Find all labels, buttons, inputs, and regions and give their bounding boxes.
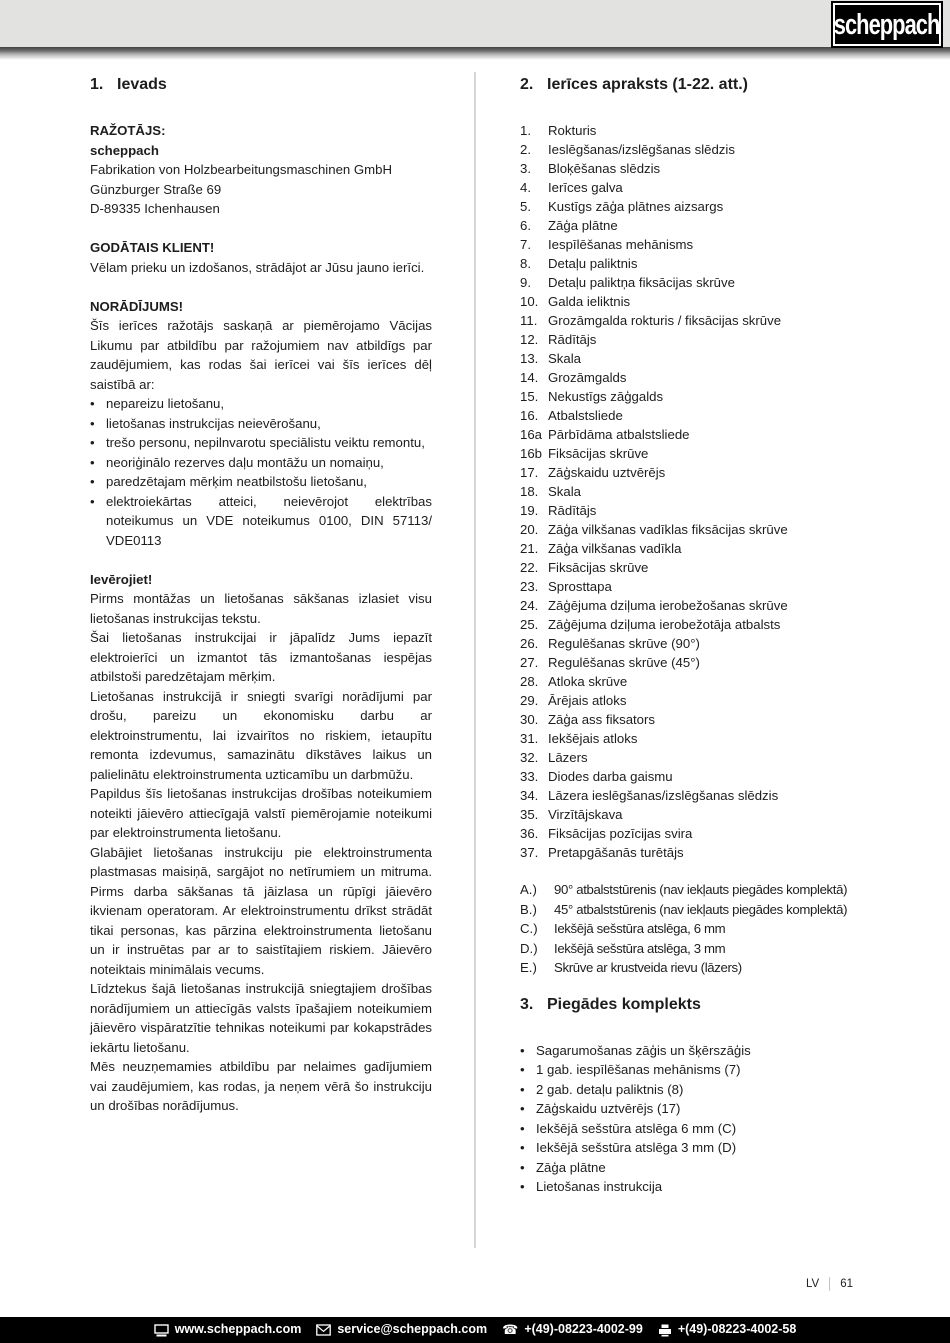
- device-part-item: [520, 140, 882, 159]
- section-2-heading: [520, 75, 882, 95]
- item-label: Zāģējuma dziļuma ierobežošanas skrūve: [548, 598, 788, 613]
- left-column: [90, 75, 432, 1116]
- item-label: Detaļu paliktņa fiksācijas skrūve: [548, 275, 735, 290]
- device-part-item: [520, 843, 882, 862]
- section-3-title: Piegādes komplekts: [547, 995, 701, 1013]
- device-part-item: [520, 539, 882, 558]
- observe-paragraph: Glabājiet lietošanas instrukciju pie elektroinstrumenta plastmasas maisiņā, sargājot no netīrumiem un mitruma. Pirms darba sākšanas tā jāizlasa un rūpīgi jāievēro ikvienam operatoram. Ar elektroinstrumentu drīkst strādāt tikai personas, kas pārzina elektroinstrumenta lietošanu un ir instruētas par ar to saistītajiem riskiem. Jāievēro noteiktais minimālais vecums.: [90, 844, 432, 977]
- item-label: Atloka skrūve: [548, 674, 628, 689]
- device-part-item: [520, 520, 882, 539]
- item-marker: B.): [520, 901, 537, 917]
- device-part-item: [520, 653, 882, 672]
- item-label: Grozāmgalda rokturis / fiksācijas skrūve: [548, 313, 782, 328]
- observe-paragraphs: [90, 589, 432, 1116]
- bullet-icon: [520, 1177, 536, 1197]
- bullet-icon: [90, 492, 106, 551]
- item-marker: E.): [520, 960, 537, 975]
- item-marker: 17.: [520, 465, 539, 480]
- item-label: Iekšējā sešstūra atslēga, 3 mm: [554, 940, 726, 956]
- item-label: Zāģa ass fiksators: [548, 712, 656, 727]
- item-marker: 3.: [520, 161, 531, 176]
- customer-block: [90, 238, 432, 277]
- envelope-icon: [316, 1324, 331, 1336]
- delivery-item: [520, 1099, 882, 1119]
- item-marker: 27.: [520, 655, 539, 670]
- item-marker: 4.: [520, 180, 531, 195]
- device-part-item: [520, 406, 882, 425]
- item-label: 45° atbalststūrenis (nav iekļauts piegādes komplektā): [554, 901, 848, 917]
- note-bullet-item: [90, 394, 432, 414]
- customer-heading: GODĀTAIS KLIENT!: [90, 240, 215, 255]
- item-label: Zāģskaidu uztvērējs: [548, 465, 666, 480]
- item-label: Lāzera ieslēgšanas/izslēgšanas slēdzis: [548, 788, 779, 803]
- item-marker: 35.: [520, 807, 539, 822]
- item-marker: 12.: [520, 332, 539, 347]
- page-marker-divider: [829, 1277, 830, 1291]
- item-label: Zāģa vilkšanas vadīkla: [548, 541, 682, 556]
- observe-paragraph: Pirms montāžas un lietošanas sākšanas izlasiet visu lietošanas instrukcijas tekstu.: [90, 591, 432, 626]
- item-marker: 8.: [520, 256, 531, 271]
- item-marker: 29.: [520, 693, 539, 708]
- page-marker: [806, 1277, 853, 1291]
- bullet-icon: [520, 1138, 536, 1158]
- item-label: Iekšējais atloks: [548, 731, 638, 746]
- item-marker: 37.: [520, 845, 539, 860]
- device-part-item: [520, 501, 882, 520]
- item-marker: 9.: [520, 275, 531, 290]
- observe-paragraph: Papildus šīs lietošanas instrukcijas drošības noteikumiem noteikti jāievēro attiecīgajā valstī piemērojamie noteikumi par elektroinstrumenta lietošanu.: [90, 786, 432, 840]
- item-marker: 36.: [520, 826, 539, 841]
- right-column: [520, 75, 882, 1197]
- item-label: Fiksācijas skrūve: [548, 446, 649, 461]
- note-bullet-item: [90, 472, 432, 492]
- item-marker: 32.: [520, 750, 539, 765]
- item-label: Regulēšanas skrūve (45°): [548, 655, 700, 670]
- device-part-item: [520, 292, 882, 311]
- item-marker: 7.: [520, 237, 531, 252]
- manufacturer-address-line: Fabrikation von Holzbearbeitungsmaschinen GmbH: [90, 162, 392, 177]
- computer-icon: [154, 1324, 169, 1337]
- section-3-heading: [520, 995, 882, 1015]
- item-label: Ieslēgšanas/izslēgšanas slēdzis: [548, 142, 735, 157]
- item-label: Zāģējuma dziļuma ierobežotāja atbalsts: [548, 617, 781, 632]
- section-1-title: Ievads: [117, 76, 167, 93]
- device-part-item: [520, 159, 882, 178]
- bullet-icon: [90, 433, 106, 453]
- manufacturer-address-line: D-89335 Ichenhausen: [90, 201, 220, 216]
- accessories-list: [520, 880, 882, 978]
- device-part-item: [520, 425, 882, 444]
- phone-icon: ☎: [502, 1322, 519, 1338]
- device-part-item: [520, 824, 882, 843]
- item-label: Iespīlēšanas mehānisms: [548, 237, 694, 252]
- device-part-item: [520, 330, 882, 349]
- device-part-item: [520, 349, 882, 368]
- item-label: Detaļu paliktnis: [548, 256, 638, 271]
- note-bullet-item: [90, 433, 432, 453]
- page-number: 61: [840, 1278, 853, 1290]
- section-1-heading: [90, 75, 432, 95]
- note-bullet-list: [90, 394, 432, 550]
- observe-heading: Ievērojiet!: [90, 571, 153, 587]
- item-label: Ierīces galva: [548, 180, 623, 195]
- scheppach-logo: [833, 3, 941, 46]
- item-marker: A.): [520, 882, 537, 897]
- item-marker: 5.: [520, 199, 531, 214]
- manufacturer-address-line: Günzburger Straße 69: [90, 181, 222, 197]
- manufacturer-block: [90, 121, 432, 219]
- item-marker: 25.: [520, 617, 539, 632]
- delivery-item-text: 2 gab. detaļu paliktnis (8): [536, 1081, 684, 1097]
- device-part-item: [520, 178, 882, 197]
- device-part-item: [520, 254, 882, 273]
- delivery-item-text: Iekšējā sešstūra atslēga 3 mm (D): [536, 1140, 737, 1155]
- item-label: Nekustīgs zāģgalds: [548, 389, 664, 404]
- note-heading: NORĀDĪJUMS!: [90, 298, 184, 314]
- item-marker: 24.: [520, 598, 539, 613]
- item-label: Rādītājs: [548, 503, 597, 518]
- item-marker: 2.: [520, 142, 531, 157]
- item-label: Rokturis: [548, 123, 597, 138]
- bullet-icon: [520, 1080, 536, 1100]
- item-label: Pārbīdāma atbalstsliede: [548, 427, 690, 442]
- note-bullet-text: nepareizu lietošanu,: [106, 396, 225, 411]
- accessory-item: [520, 958, 882, 978]
- item-marker: 21.: [520, 541, 539, 556]
- item-label: Atbalstsliede: [548, 408, 623, 423]
- observe-paragraph: Šai lietošanas instrukcijai ir jāpalīdz Jums iepazīt elektroierīci un izmantot tās izmantošanas iespējas atbilstoši paredzētajam mērķim.: [90, 630, 432, 684]
- device-part-item: [520, 197, 882, 216]
- item-label: Regulēšanas skrūve (90°): [548, 636, 700, 651]
- fax-icon: [658, 1324, 672, 1337]
- device-part-item: [520, 767, 882, 786]
- bullet-icon: [520, 1158, 536, 1178]
- note-bullet-item: [90, 453, 432, 473]
- delivery-item-text: Sagarumošanas zāģis un šķērszāģis: [536, 1042, 751, 1058]
- delivery-item: [520, 1138, 882, 1158]
- item-label: Ārējais atloks: [548, 693, 627, 708]
- device-part-item: [520, 216, 882, 235]
- device-part-item: [520, 387, 882, 406]
- item-label: Bloķēšanas slēdzis: [548, 161, 661, 176]
- item-label: Fiksācijas pozīcijas svira: [548, 826, 693, 841]
- item-marker: 33.: [520, 769, 539, 784]
- note-bullet-text: trešo personu, nepilnvarotu speciālistu veiktu remontu,: [106, 435, 425, 450]
- item-marker: 34.: [520, 788, 539, 803]
- item-marker: 22.: [520, 560, 539, 575]
- note-bullet-text: elektroiekārtas atteici, neievērojot elektrības noteikumus un VDE noteikumus 0100, DIN 57113/ VDE0113: [106, 493, 432, 548]
- device-part-item: [520, 235, 882, 254]
- bullet-icon: [520, 1099, 536, 1119]
- item-marker: C.): [520, 921, 538, 936]
- device-part-item: [520, 311, 882, 330]
- device-parts-list: [520, 121, 882, 862]
- fax-text: +(49)-08223-4002-58: [677, 1322, 797, 1337]
- item-marker: 19.: [520, 503, 539, 518]
- item-label: 90° atbalststūrenis (nav iekļauts piegādes komplektā): [554, 882, 848, 897]
- item-label: Pretapgāšanās turētājs: [548, 845, 684, 860]
- item-label: Iekšējā sešstūra atslēga, 6 mm: [554, 921, 726, 936]
- item-label: Skala: [548, 484, 581, 499]
- item-label: Grozāmgalds: [548, 370, 627, 385]
- item-marker: 31.: [520, 731, 539, 746]
- item-label: Zāģa plātne: [548, 218, 618, 233]
- delivery-item-text: Lietošanas instrukcija: [536, 1179, 663, 1194]
- item-marker: 6.: [520, 218, 531, 233]
- email-text: service@scheppach.com: [337, 1322, 488, 1337]
- note-bullet-text: neoriģinālo rezerves daļu montāžu un nomaiņu,: [106, 454, 384, 470]
- section-1-number: 1.: [90, 76, 104, 93]
- observe-block: [90, 570, 432, 1116]
- item-marker: 14.: [520, 370, 539, 385]
- item-label: Fiksācijas skrūve: [548, 560, 649, 575]
- item-label: Skrūve ar krustveida rievu (lāzers): [554, 960, 742, 975]
- device-part-item: [520, 577, 882, 596]
- note-bullet-item: [90, 414, 432, 434]
- delivery-item: [520, 1041, 882, 1061]
- item-marker: 18.: [520, 484, 539, 499]
- note-bullet-text: paredzētajam mērķim neatbilstošu lietošanu,: [106, 474, 367, 489]
- item-label: Skala: [548, 351, 581, 366]
- item-label: Zāģa vilkšanas vadīklas fiksācijas skrūve: [548, 522, 788, 537]
- item-marker: 16.: [520, 408, 539, 423]
- item-marker: 16b: [520, 446, 543, 461]
- delivery-item-text: Zāģskaidu uztvērējs (17): [536, 1101, 681, 1116]
- item-label: Virzītājskava: [548, 807, 623, 822]
- device-part-item: [520, 463, 882, 482]
- item-marker: 30.: [520, 712, 539, 727]
- footer-fax: [658, 1320, 797, 1340]
- item-marker: 1.: [520, 123, 531, 138]
- delivery-item: [520, 1158, 882, 1178]
- observe-paragraph: Mēs neuzņemamies atbildību par nelaimes gadījumiem vai zaudējumiem, kas rodas, ja neņem vērā šo instrukciju un drošības norādījumus.: [90, 1059, 432, 1113]
- bullet-icon: [90, 472, 106, 492]
- note-bullet-item: [90, 492, 432, 551]
- accessory-item: [520, 939, 882, 959]
- device-part-item: [520, 805, 882, 824]
- column-divider: [474, 72, 476, 1248]
- accessory-item: [520, 919, 882, 939]
- bullet-icon: [90, 394, 106, 414]
- header-band: [0, 0, 950, 47]
- bullet-icon: [520, 1119, 536, 1139]
- device-part-item: [520, 596, 882, 615]
- accessory-item: [520, 880, 882, 900]
- item-marker: 13.: [520, 351, 539, 366]
- section-2-title: Ierīces apraksts (1-22. att.): [547, 76, 748, 93]
- delivery-item: [520, 1119, 882, 1139]
- item-marker: 23.: [520, 579, 539, 594]
- delivery-list: [520, 1041, 882, 1197]
- item-marker: 10.: [520, 294, 539, 309]
- delivery-item-text: Zāģa plātne: [536, 1159, 606, 1175]
- header-shadow-line: [0, 47, 950, 60]
- note-intro: Šīs ierīces ražotājs saskaņā ar piemērojamo Vācijas Likumu par atbildību par ražojumiem nav atbildīgs par zaudējumiem, kas rodas šai ierīcei vai šīs ierīces dēļ saistībā ar:: [90, 318, 432, 392]
- bullet-icon: [90, 453, 106, 473]
- item-marker: D.): [520, 940, 538, 956]
- device-part-item: [520, 368, 882, 387]
- device-part-item: [520, 482, 882, 501]
- manufacturer-heading: RAŽOTĀJS:: [90, 123, 166, 138]
- device-part-item: [520, 672, 882, 691]
- device-part-item: [520, 121, 882, 140]
- note-block: [90, 297, 432, 551]
- phone-text: +(49)-08223-4002-99: [524, 1322, 643, 1337]
- item-label: Galda ieliktnis: [548, 294, 631, 309]
- website-text: www.scheppach.com: [174, 1322, 302, 1337]
- item-label: Diodes darba gaismu: [548, 769, 673, 784]
- footer-website: [154, 1320, 302, 1340]
- bullet-icon: [90, 414, 106, 434]
- item-label: Rādītājs: [548, 332, 597, 347]
- section-3-number: 3.: [520, 995, 534, 1013]
- device-part-item: [520, 748, 882, 767]
- section-2-number: 2.: [520, 76, 534, 93]
- footer-email: [316, 1320, 487, 1340]
- device-part-item: [520, 729, 882, 748]
- item-marker: 26.: [520, 636, 539, 651]
- language-code: LV: [805, 1278, 820, 1290]
- footer-phone: [502, 1320, 643, 1340]
- delivery-item: [520, 1080, 882, 1100]
- device-part-item: [520, 691, 882, 710]
- logo-text: scheppach: [834, 7, 940, 40]
- device-part-item: [520, 786, 882, 805]
- observe-paragraph: Līdztekus šajā lietošanas instrukcijā sniegtajiem drošības norādījumiem un attiecīgās valsts īpašajiem noteikumiem jāievēro vispāratzītie tehnikas noteikumi par kokapstrādes iekārtu lietošanu.: [90, 981, 432, 1055]
- device-part-item: [520, 634, 882, 653]
- note-bullet-text: lietošanas instrukcijas neievērošanu,: [106, 415, 321, 431]
- item-marker: 15.: [520, 389, 539, 404]
- device-part-item: [520, 710, 882, 729]
- item-label: Lāzers: [548, 750, 588, 765]
- customer-text: Vēlam prieku un izdošanos, strādājot ar Jūsu jauno ierīci.: [90, 259, 425, 275]
- item-marker: 16a: [520, 427, 543, 442]
- item-marker: 11.: [520, 313, 538, 328]
- bullet-icon: [520, 1041, 536, 1061]
- item-label: Sprosttapa: [548, 579, 612, 594]
- device-part-item: [520, 615, 882, 634]
- bullet-icon: [520, 1060, 536, 1080]
- device-part-item: [520, 558, 882, 577]
- item-marker: 20.: [520, 522, 539, 537]
- footer-contact-bar: [0, 1317, 950, 1343]
- device-part-item: [520, 444, 882, 463]
- item-label: Kustīgs zāģa plātnes aizsargs: [548, 199, 724, 214]
- delivery-item: [520, 1177, 882, 1197]
- delivery-item-text: 1 gab. iespīlēšanas mehānisms (7): [536, 1062, 741, 1077]
- item-marker: 28.: [520, 674, 539, 689]
- accessory-item: [520, 900, 882, 920]
- delivery-item-text: Iekšējā sešstūra atslēga 6 mm (C): [536, 1120, 737, 1136]
- manufacturer-name: scheppach: [90, 142, 159, 158]
- device-part-item: [520, 273, 882, 292]
- delivery-item: [520, 1060, 882, 1080]
- observe-paragraph: Lietošanas instrukcijā ir sniegti svarīgi norādījumi par drošu, pareizu un ekonomisku darbu ar elektroinstrumentu, lai izvairītos no riskiem, ietaupītu remonta izdevumus, samazinātu dīkstāves laikus un palielinātu elektroinstrumenta uzticamību un darbmūžu.: [90, 688, 432, 782]
